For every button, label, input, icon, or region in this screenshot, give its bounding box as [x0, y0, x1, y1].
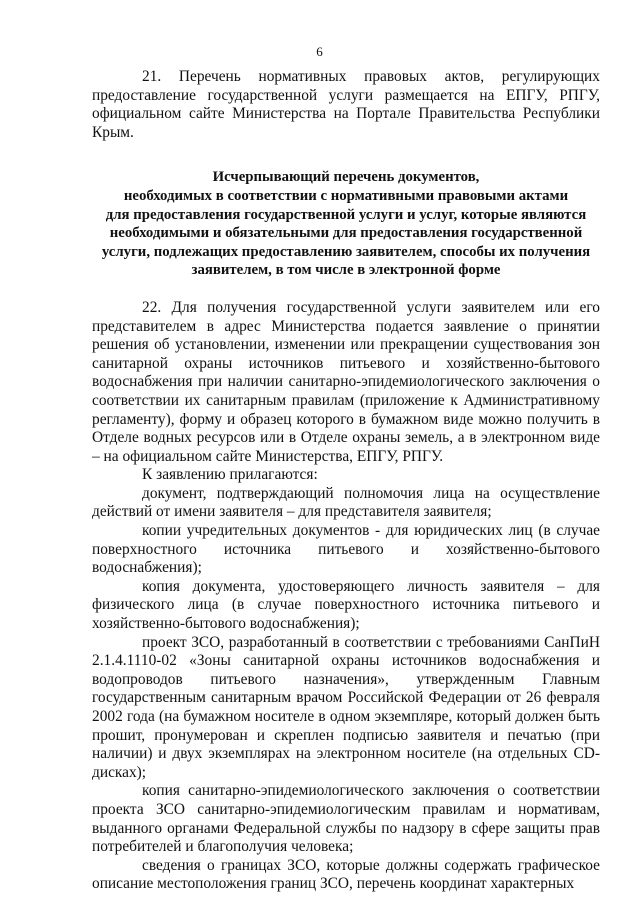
attachment-item: проект ЗСО, разработанный в соответствии с требованиями СанПиН 2.1.4.1110-02 «Зоны санитарной охраны источников водоснабжения и водопроводов питьевого назначения», утвержденным Главным государственным санитарным врачом Российской Федерации от 26 февраля 2002 года (на бумажном носителе в одном экземпляре, который должен быть прошит, пронумерован и скреплен подписью заявителя и печатью (при наличии) и двух экземплярах на электронном носителе (на отдельных CD-дисках); — [92, 633, 600, 781]
heading-line: услуги, подлежащих предоставлению заявителем, способы их получения — [101, 243, 591, 260]
attachment-item: копии учредительных документов - для юридических лиц (в случае поверхностного источника питьевого и хозяйственно-бытового водоснабжения); — [92, 522, 600, 577]
attachments-intro: К заявлению прилагаются: — [142, 466, 318, 484]
document-body — [92, 68, 600, 894]
heading-line: необходимыми и обязательными для предоставления государственной — [109, 225, 583, 242]
page-number: 6 — [316, 44, 323, 59]
paragraph-22: 22. Для получения государственной услуги заявителем или его представителем в адрес Министерства подается заявление о принятии решения об установлении, изменении или прекращении существования зон санитарной охраны источников питьевого и хозяйственно-бытового водоснабжения при наличии санитарно-эпидемиологического заключения о соответствии их санитарным правилам (приложение к Административному регламенту), форму и образец которого в бумажном виде можно получить в Отделе водных ресурсов или в Отделе охраны земель, а в электронном виде – на официальном сайте Министерства, ЕПГУ, РПГУ. — [92, 298, 600, 465]
attachment-item: документ, подтверждающий полномочия лица на осуществление действий от имени заявителя – для представителя заявителя; — [92, 484, 600, 521]
heading-line: Исчерпывающий перечень документов, — [212, 169, 480, 186]
attachment-item: сведения о границах ЗСО, которые должны содержать графическое описание местоположения границ ЗСО, перечень координат характерных — [92, 856, 600, 893]
heading-line: для предоставления государственной услуги и услуг, которые являются — [105, 206, 587, 223]
section-heading — [92, 168, 600, 280]
paragraph-21: 21. Перечень нормативных правовых актов, регулирующих предоставление государственной услуги размещается на ЕПГУ, РПГУ, официальном сайте Министерства на Портале Правительства Республики Крым. — [92, 68, 600, 141]
heading-line: заявителем, в том числе в электронной форме — [191, 262, 501, 279]
attachment-item: копия санитарно-эпидемиологического заключения о соответствии проекта ЗСО санитарно-эпидемиологическим правилам и нормативам, выданного органами Федеральной службы по надзору в сфере защиты прав потребителей и благополучия человека; — [92, 782, 600, 856]
heading-line: необходимых в соответствии с нормативными правовыми актами — [123, 187, 569, 204]
attachment-item: копия документа, удостоверяющего личность заявителя – для физического лица (в случае поверхностного источника питьевого и хозяйственно-бытового водоснабжения); — [92, 577, 600, 633]
